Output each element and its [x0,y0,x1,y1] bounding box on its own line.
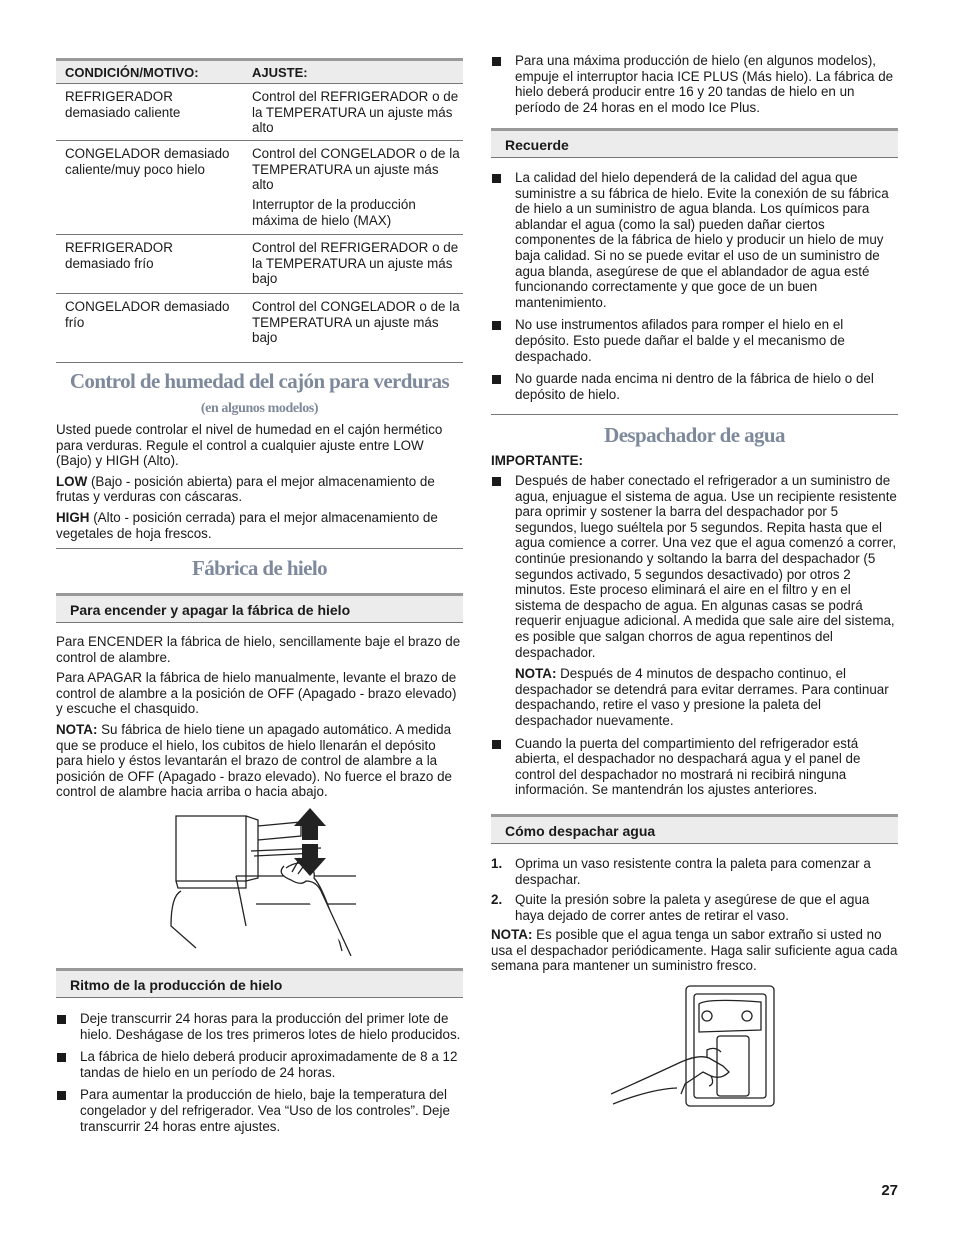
table-cell-adjust: Control del CONGELADOR o de la TEMPERATURA un ajuste más bajo [252,299,460,346]
water-nota [491,927,898,974]
section-divider [56,548,463,549]
low-label: LOW [56,473,88,489]
list-item: Cuando la puerta del compartimiento del refrigerador está abierta, el despachador no despachará agua y el panel de control del despachador no mostrará ni recibirá ninguna información. Se mantendrán los ajustes anteriores. [491,736,898,798]
table-cell-condition: CONGELADOR demasiado frío [65,299,230,330]
list-item [491,856,898,887]
low-text: (Bajo - posición abierta) para el mejor almacenamiento de frutas y verduras con cáscaras. [56,473,435,505]
high-label: HIGH [56,509,90,525]
list-item [491,892,898,923]
rate-heading-bar [56,968,463,998]
list-item: Deje transcurrir 24 horas para la producción del primer lote de hielo. Deshágase de los tres primeros lotes de hielo producidos. [56,1011,463,1042]
nota-label: NOTA: [515,666,557,682]
step-number: 2. [491,892,503,908]
onoff-body [56,634,463,800]
ice-on-text: Para ENCENDER la fábrica de hielo, sencillamente baje el brazo de control de alambre. [56,634,461,665]
humidity-subtitle: (en algunos modelos) [200,401,319,416]
step-number: 1. [491,856,503,871]
humidity-title: Control de humedad del cajón para verduras [69,369,450,393]
remember-heading-bar [491,128,898,158]
water-dispenser-illustration [611,984,781,1134]
list-item: No guarde nada encima ni dentro de la fábrica de hielo o del depósito de hielo. [491,371,898,402]
how-heading-bar [491,814,898,844]
table-row [56,294,463,363]
nota-text: Su fábrica de hielo tiene un apagado automático. A medida que se produce el hielo, los cubitos de hielo llenarán el depósito para hielo y éstos levantarán el brazo de control de alambre a la posición de OFF (Apagado - brazo elevado). No fuerce el brazo de control de alambre hacia arriba o hacia abajo. [56,721,452,800]
table-header-condition: CONDICIÓN/MOTIVO: [65,65,199,80]
table-cell-adjust: Control del REFRIGERADOR o de la TEMPERATURA un ajuste más alto [252,89,459,136]
nota-text: Es posible que el agua tenga un sabor extraño si usted no usa el despachador periódicamente. Haga salir suficiente agua cada semana para mantener un suministro fresco. [491,927,898,974]
onoff-heading-bar [56,593,463,623]
ice-off-text: Para APAGAR la fábrica de hielo manualmente, levante el brazo de control de alambre a la posición de OFF (Apagado - brazo elevado) y escuche el chasquido. [56,670,457,717]
table-cell-condition: CONGELADOR demasiado caliente/muy poco hielo [65,146,230,177]
section-divider [491,414,898,415]
list-item: No use instrumentos afilados para romper el hielo en el depósito. Esto puede dañar el balde y el mecanismo de despachado. [491,317,898,364]
ice-nota [56,722,463,800]
water-item1-text: Después de haber conectado el refrigerador a un suministro de agua, enjuague el sistema de agua. Use un recipiente resistente para oprimir y sostener la barra del despachador por 5 segundos, luego suéltela por 5 segundos. Repita hasta que el agua comience a correr. Una vez que el agua comenzó a correr, continúe presionando y soltando la barra del despachador (5 segundos activado, 5 segundos desactivado) por otros 2 minutos. Este proceso eliminará el aire en el filtro y en el sistema de despacho de agua. En algunas casas se podrá requerir enjuague adicional. A medida que sale aire del sistema, es posible que salgan chorros de agua repentinos del despachador. [515,473,897,660]
humidity-body [56,422,463,541]
nota-text: Después de 4 minutos de despacho continuo, el despachador se detendrá para evitar derrames. Para continuar despachando, retire el vaso y presione la paleta del despachador nuevamente. [515,666,889,728]
water-list [491,473,898,798]
ice-plus-list [491,53,898,115]
how-heading: Cómo despachar agua [505,823,656,839]
table-cell-adjust: Interruptor de la producción máxima de hielo (MAX) [252,197,416,228]
table-row [56,235,463,294]
list-item: Para una máxima producción de hielo (en algunos modelos), empuje el interruptor hacia ICE PLUS (Más hielo). La fábrica de hielo deberá producir entre 16 y 20 tandas de hielo en un período de 24 horas en el modo Ice Plus. [491,53,898,115]
remember-list [491,170,898,402]
water-dispenser-title: Despachador de agua [604,423,785,447]
table-cell-condition: REFRIGERADOR demasiado caliente [65,89,181,120]
list-item: Para aumentar la producción de hielo, baje la temperatura del congelador y del refrigerador. Vea “Uso de los controles”. Deje transcurrir 24 horas entre ajustes. [56,1087,463,1134]
table-header [56,58,463,84]
ice-maker-illustration [166,806,356,956]
ice-maker-title: Fábrica de hielo [191,556,328,580]
page-number: 27 [881,1182,898,1199]
remember-heading: Recuerde [505,137,569,153]
table-header-adjust: AJUSTE: [252,65,308,80]
rate-heading: Ritmo de la producción de hielo [70,977,283,993]
nota-label: NOTA: [491,927,533,942]
table-cell-adjust: Control del CONGELADOR o de la TEMPERATURA un ajuste más alto [252,146,460,193]
step-text: Quite la presión sobre la paleta y asegúrese de que el agua haya dejado de correr antes de retirar el vaso. [515,892,870,923]
table-cell-condition: REFRIGERADOR demasiado frío [65,240,173,271]
important-label: IMPORTANTE: [491,453,583,468]
water-item1-nota [515,666,898,728]
table-row [56,141,463,235]
humidity-high [56,510,463,541]
nota-label: NOTA: [56,721,98,737]
list-item: La calidad del hielo dependerá de la calidad del agua que suministre a su fábrica de hielo. Evite la conexión de su fábrica de hielo a un suministro de agua blanda. Los químicos para ablandar el agua (como la sal) pueden dañar ciertos componentes de la fábrica de hielo y producir un hielo de muy baja calidad. Si no se puede evitar el uso de un suministro de agua blanda, asegúrese de que el ablandador de agua esté funcionando correctamente y que goce de un buen mantenimiento. [491,170,898,310]
steps-list [491,856,898,923]
step-text: Oprima un vaso resistente contra la paleta para comenzar a despachar. [515,856,871,887]
table-cell-adjust: Control del REFRIGERADOR o de la TEMPERATURA un ajuste más bajo [252,240,459,287]
table-row [56,84,463,141]
humidity-low [56,474,463,505]
list-item [491,473,898,729]
up-down-arrows-icon [294,808,326,876]
rate-list [56,1011,463,1134]
humidity-intro: Usted puede controlar el nivel de humedad en el cajón hermético para verduras. Regule el control a cualquier ajuste entre LOW (Bajo) y HIGH (Alto). [56,422,443,469]
high-text: (Alto - posición cerrada) para el mejor almacenamiento de vegetales de hoja frescos. [56,509,438,541]
list-item: La fábrica de hielo deberá producir aproximadamente de 8 a 12 tandas de hielo en un período de 24 horas. [56,1049,463,1080]
onoff-heading: Para encender y apagar la fábrica de hielo [70,602,351,618]
